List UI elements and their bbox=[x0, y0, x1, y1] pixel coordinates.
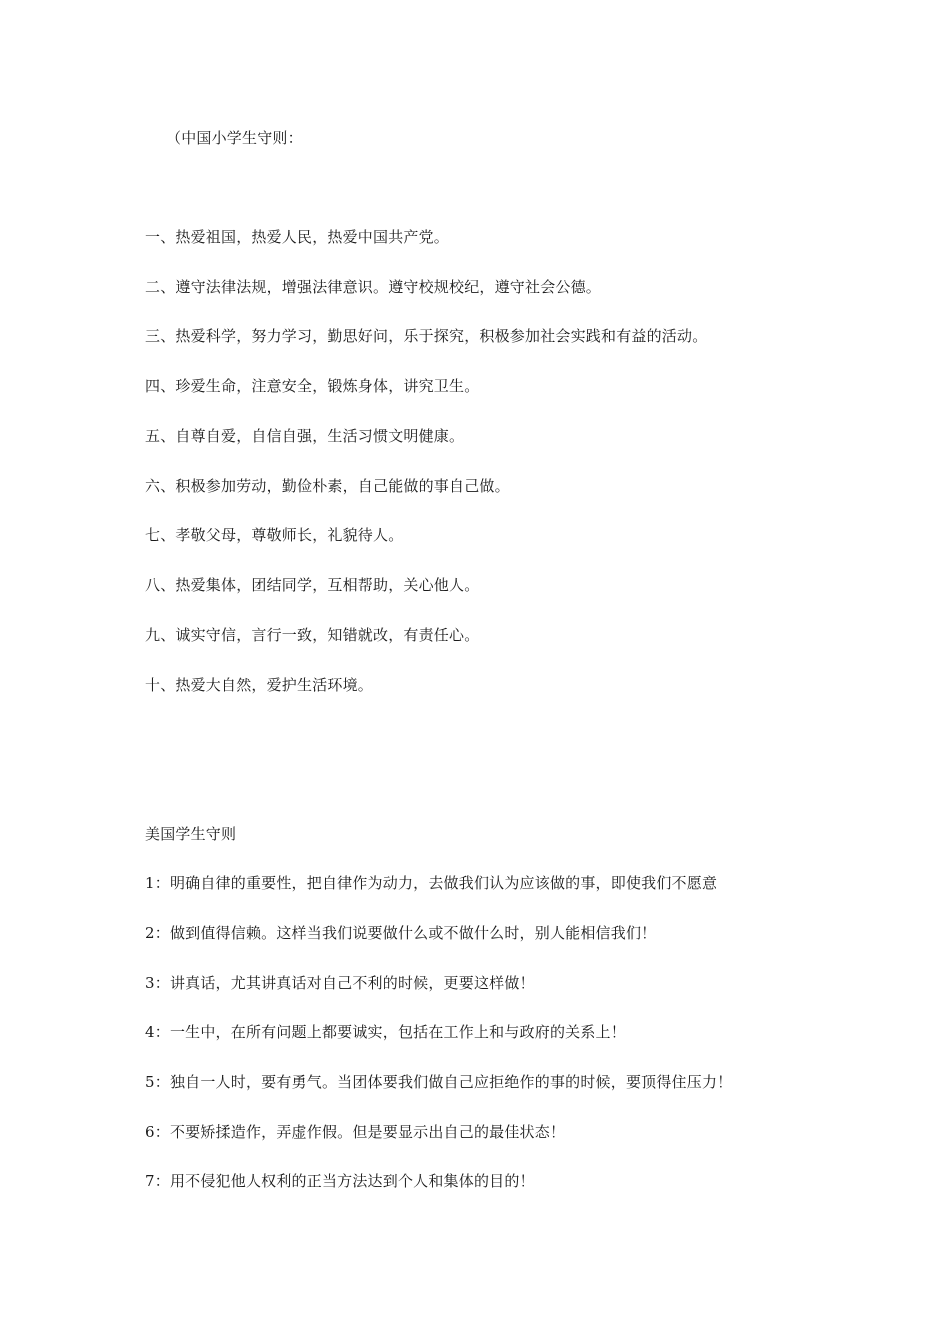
us-rules-heading: 美国学生守则 bbox=[145, 825, 237, 843]
us-rule-7: 7：用不侵犯他人权利的正当方法达到个人和集体的目的！ bbox=[145, 1172, 535, 1190]
cn-rule-3: 三、热爱科学，努力学习，勤思好问，乐于探究，积极参加社会实践和有益的活动。 bbox=[145, 327, 708, 345]
cn-rule-5: 五、自尊自爱，自信自强，生活习惯文明健康。 bbox=[145, 427, 465, 445]
cn-rule-10: 十、热爱大自然，爱护生活环境。 bbox=[145, 676, 374, 694]
us-rule-6: 6：不要矫揉造作，弄虚作假。但是要显示出自己的最佳状态！ bbox=[145, 1123, 566, 1141]
us-rule-4: 4：一生中，在所有问题上都要诚实，包括在工作上和与政府的关系上！ bbox=[145, 1023, 626, 1041]
cn-rule-4: 四、珍爱生命，注意安全，锻炼身体，讲究卫生。 bbox=[145, 377, 480, 395]
cn-rule-6: 六、积极参加劳动，勤俭朴素，自己能做的事自己做。 bbox=[145, 477, 510, 495]
cn-rule-2: 二、遵守法律法规，增强法律意识。遵守校规校纪，遵守社会公德。 bbox=[145, 278, 602, 296]
cn-rule-1: 一、热爱祖国，热爱人民，热爱中国共产党。 bbox=[145, 228, 450, 246]
cn-rule-7: 七、孝敬父母，尊敬师长，礼貌待人。 bbox=[145, 526, 404, 544]
us-rule-2: 2：做到值得信赖。这样当我们说要做什么或不做什么时，别人能相信我们！ bbox=[145, 924, 657, 942]
us-rule-5: 5：独自一人时，要有勇气。当团体要我们做自己应拒绝作的事的时候，要顶得住压力！ bbox=[145, 1073, 733, 1091]
cn-rule-8: 八、热爱集体，团结同学，互相帮助，关心他人。 bbox=[145, 576, 480, 594]
cn-rule-9: 九、诚实守信，言行一致，知错就改，有责任心。 bbox=[145, 626, 480, 644]
us-rule-3: 3：讲真话，尤其讲真话对自己不利的时候，更要这样做！ bbox=[145, 974, 535, 992]
us-rule-1: 1：明确自律的重要性，把自律作为动力，去做我们认为应该做的事，即使我们不愿意 bbox=[145, 874, 718, 892]
cn-rules-heading: （中国小学生守则： bbox=[166, 129, 303, 147]
